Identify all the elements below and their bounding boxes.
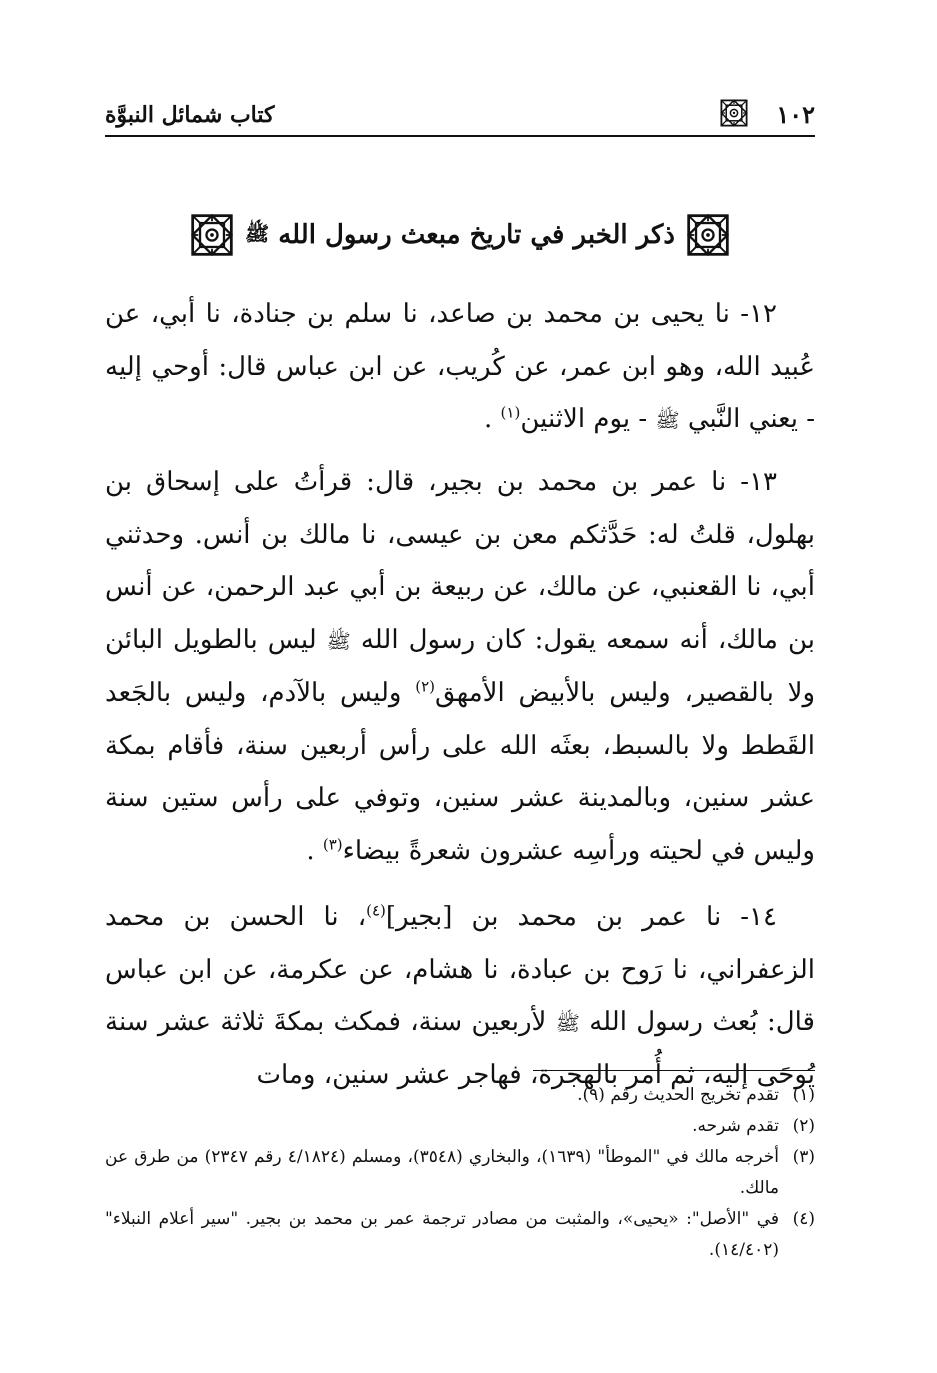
- book-title: كتاب شمائل النبوَّة: [105, 102, 275, 128]
- footnote: [105, 1142, 815, 1204]
- footnote: [105, 1204, 815, 1266]
- paragraph-text: - نا يحيى بن محمد بن صاعد، نا سلم بن جنادة، نا أبي، عن عُبيد الله، وهو ابن عمر، عن كُريب، عن ابن عباس قال: أوحي إليه - يعني النَّبي: [105, 299, 815, 434]
- paragraph-end: .: [484, 404, 501, 434]
- footnote-ref[interactable]: (١): [500, 403, 521, 422]
- honorific-symbol: ﷺ: [326, 628, 351, 653]
- hadith-number: ١٣: [749, 467, 777, 498]
- honorific-symbol: ﷺ: [245, 221, 270, 246]
- paragraph-text: ليس بالطويل البائن ولا بالقصير، وليس بالأبيض الأمهق: [105, 624, 816, 708]
- footnote-divider: [533, 1070, 815, 1071]
- footnote-text: تقدم تخريج الحديث رقم (٩).: [577, 1085, 779, 1105]
- hadith-paragraph: [105, 288, 815, 446]
- header-divider: [105, 135, 815, 137]
- footnote-ref[interactable]: (٤): [366, 901, 386, 920]
- hadith-number: ١٤: [749, 902, 777, 932]
- ornament-icon: [685, 212, 731, 258]
- paragraph-text: وليس بالآدم، وليس بالجَعد القَطط ولا بالسبط، بعثَه الله على رأس أربعين سنة، فأقام بمكة عشر سنين، وبالمدينة عشر سنين، وتوفي على رأس ستين سنة وليس في لحيته ورأسِه عشرون شعرةً بيضاء: [105, 678, 815, 866]
- footnote-number: (١): [792, 1085, 815, 1105]
- honorific-symbol: ﷺ: [555, 1010, 580, 1035]
- hadith-number: ١٢: [749, 299, 777, 329]
- footnote-text: تقدم شرحه.: [692, 1116, 779, 1136]
- main-text: [105, 288, 815, 1102]
- paragraph-text: ، نا الحسن بن محمد الزعفراني، نا رَوح بن عبادة، نا هشام، عن عكرمة، عن ابن عباس قال: بُعث رسول الله: [105, 902, 815, 1037]
- ornament-icon: [189, 212, 235, 258]
- footnote-number: (٣): [792, 1147, 815, 1167]
- running-header: [105, 98, 815, 132]
- paragraph-text: - نا عمر بن محمد بن بجير، قال: قرأتُ على إسحاق بن بهلول، قلتُ له: حَدَّثكم معن بن عيسى، نا مالك بن أنس. وحدثني أبي، نا القعنبي، عن مالك، عن ربيعة بن أبي عبد الرحمن، عن أنس بن مالك، أنه سمعه يقول: كان رسول الله: [105, 467, 815, 655]
- chapter-title: [245, 220, 675, 251]
- hadith-paragraph: [105, 456, 815, 877]
- ornament-icon: [719, 98, 749, 128]
- chapter-title-text: ذكر الخبر في تاريخ مبعث رسول الله: [278, 219, 676, 250]
- paragraph-end: .: [306, 835, 323, 866]
- footnote-number: (٤): [792, 1209, 815, 1229]
- paragraph-text: لأربعين سنة، فمكث بمكةَ ثلاثة عشر سنة يُوحَى إليه، ثم أُمر بالهجرة، فهاجر عشر سنين، ومات: [105, 1007, 815, 1091]
- footnote: [105, 1111, 815, 1142]
- honorific-symbol: ﷺ: [655, 407, 680, 432]
- footnote-ref[interactable]: (٣): [322, 834, 343, 853]
- page-number: ١٠٢: [776, 100, 815, 129]
- footnote-ref[interactable]: (٢): [415, 677, 436, 696]
- footnote-text: في "الأصل": «يحيى»، والمثبت من مصادر ترجمة عمر بن محمد بن بجير. "سير أعلام النبلاء" (١٤/٤٠٢).: [105, 1209, 779, 1260]
- paragraph-text: - يوم الاثنين: [520, 404, 656, 434]
- paragraph-text: - نا عمر بن محمد بن [بجير]: [385, 902, 750, 932]
- footnotes: [105, 1080, 815, 1266]
- chapter-heading: [105, 205, 815, 265]
- footnote: [105, 1080, 815, 1111]
- footnote-number: (٢): [792, 1116, 815, 1136]
- footnote-text: أخرجه مالك في "الموطأ" (١٦٣٩)، والبخاري (٣٥٤٨)، ومسلم (٤/١٨٢٤ رقم ٢٣٤٧) من طرق عن مالك.: [105, 1147, 779, 1198]
